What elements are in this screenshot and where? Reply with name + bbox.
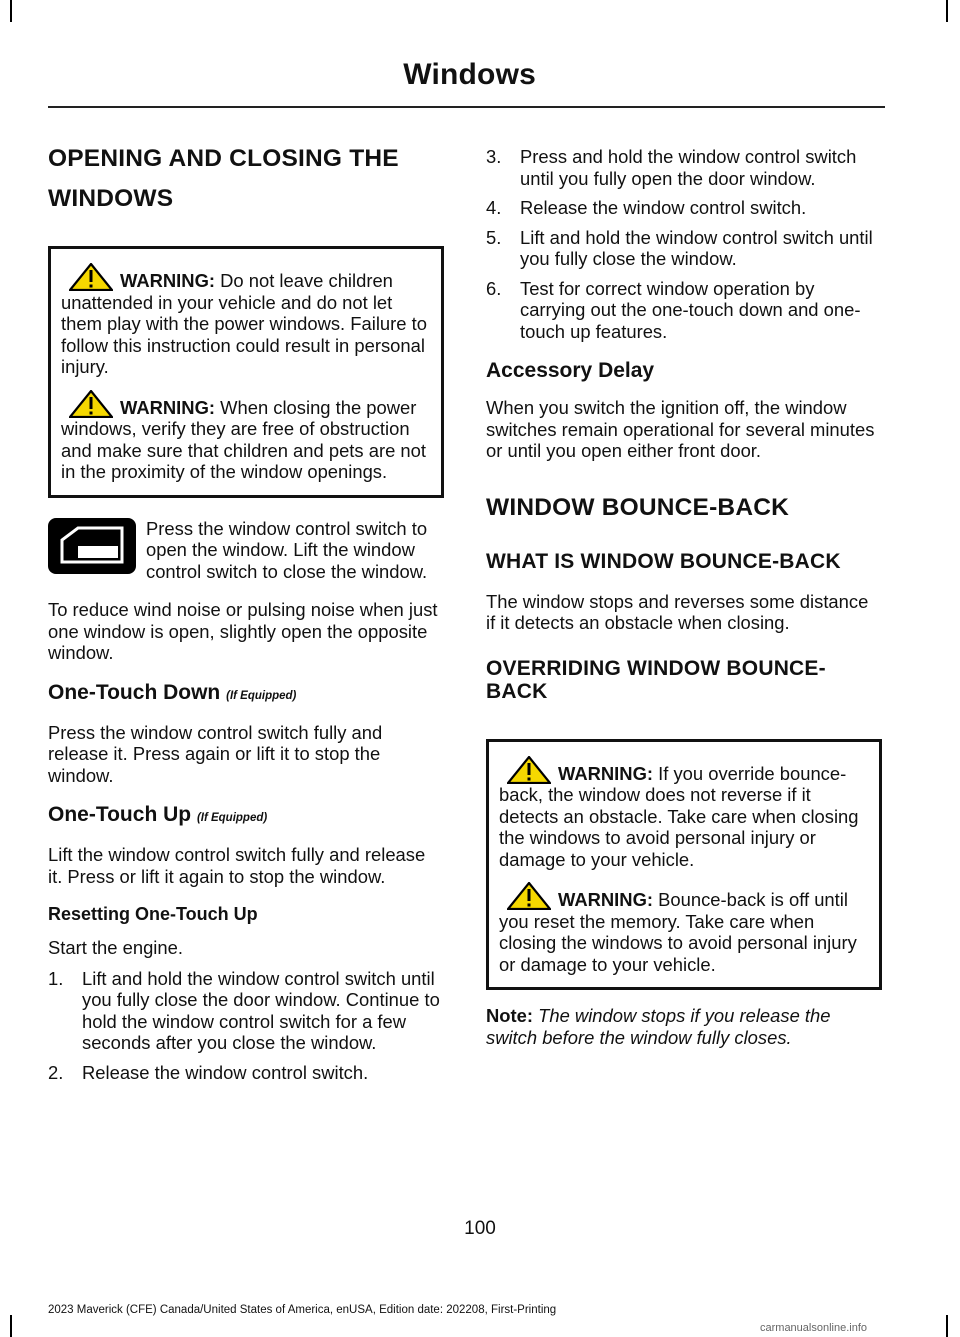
section-title-line-1: OPENING AND CLOSING THE	[48, 145, 399, 172]
step-number: 2.	[48, 1061, 64, 1083]
note-label: Note:	[486, 1005, 533, 1026]
list-item	[48, 1062, 444, 1084]
crop-mark	[946, 0, 948, 22]
one-touch-down-text: Press the window control switch fully and release it. Press again or lift it to stop the window.	[48, 721, 383, 786]
step-text: Release the window control switch.	[82, 1061, 369, 1083]
one-touch-down-label: One-Touch Down	[48, 680, 221, 704]
list-item	[486, 227, 882, 270]
warning-label: WARNING:	[558, 889, 654, 910]
step-text: Press and hold the window control switch until you fully open the door window.	[520, 146, 857, 189]
list-item	[486, 146, 882, 189]
list-item	[486, 197, 882, 219]
warning-1	[61, 263, 433, 378]
window-switch-icon	[48, 518, 136, 574]
list-item	[486, 278, 882, 343]
bounce-back-section-title: WINDOW BOUNCE-BACK	[486, 493, 790, 521]
accessory-delay-text: When you switch the ignition off, the window switches remain operational for several minutes or until you open either front door.	[486, 397, 875, 461]
page-header-title: Windows	[403, 58, 536, 91]
section-title-line-2: WINDOWS	[48, 185, 174, 212]
warning-2	[61, 390, 433, 483]
watermark: carmanualsonline.info	[760, 1322, 868, 1334]
step-number: 4.	[486, 197, 502, 218]
step-text: Test for correct window operation by carrying out the one-touch down and one-touch up features.	[520, 277, 861, 342]
reset-intro-text: Start the engine.	[48, 937, 183, 958]
step-text: Lift and hold the window control switch until you fully close the door window. Continue to hold the window control switch for a few seconds after you close the window.	[82, 967, 440, 1053]
step-text: Release the window control switch.	[520, 197, 807, 218]
reset-steps-left	[48, 968, 444, 1084]
warning-triangle-icon	[507, 756, 551, 784]
warning-4	[499, 882, 871, 975]
one-touch-up-text: Lift the window control switch fully and release it. Press or lift it again to stop the window.	[48, 844, 426, 887]
one-touch-up-label: One-Touch Up	[48, 803, 192, 826]
wind-noise-text: To reduce wind noise or pulsing noise when just one window is open, slightly open the opposite window.	[48, 599, 438, 663]
header-rule	[48, 106, 885, 108]
footer-text: 2023 Maverick (CFE) Canada/United States of America, enUSA, Edition date: 202208, First-Printing	[48, 1304, 557, 1316]
overriding-bounce-back-title: OVERRIDING WINDOW BOUNCE-BACK	[486, 656, 826, 703]
warning-label: WARNING:	[120, 270, 216, 291]
page-number: 100	[464, 1218, 496, 1239]
step-number: 1.	[48, 967, 64, 989]
warning-text: If you override bounce-back, the window does not reverse if it detects an obstacle. Take care when closing the windows to avoid personal injury or damage to your vehicle.	[499, 762, 859, 870]
warning-text: Bounce-back is off until you reset the memory. Take care when closing the windows to avoid personal injury or damage to your vehicle.	[499, 889, 857, 975]
one-touch-up-title	[48, 802, 444, 831]
section-title	[48, 142, 444, 215]
warning-text: Do not leave children unattended in your vehicle and do not let them play with the power windows. Failure to follow this instruction could result in personal injury.	[61, 270, 427, 377]
accessory-delay-title: Accessory Delay	[486, 359, 655, 382]
warning-triangle-icon	[507, 882, 551, 910]
step-text: Lift and hold the window control switch until you fully close the window.	[520, 226, 873, 269]
note	[486, 1005, 882, 1048]
warning-triangle-icon	[69, 390, 113, 418]
resetting-title: Resetting One-Touch Up	[48, 904, 258, 924]
warning-3	[499, 756, 871, 871]
if-equipped-tag: (If Equipped)	[196, 812, 268, 824]
crop-mark	[946, 1315, 948, 1337]
crop-mark	[10, 0, 12, 22]
window-control-text: Press the window control switch to open the window. Lift the window control switch to close the window.	[146, 517, 428, 582]
warning-box	[48, 246, 444, 498]
step-number: 3.	[486, 146, 502, 167]
left-column	[48, 142, 444, 1083]
right-column	[486, 146, 882, 1048]
warning-triangle-icon	[69, 263, 113, 291]
what-is-bounce-back-title: WHAT IS WINDOW BOUNCE-BACK	[486, 549, 841, 573]
step-number: 6.	[486, 277, 502, 299]
warning-label: WARNING:	[120, 396, 216, 418]
one-touch-down-title	[48, 680, 444, 709]
step-number: 5.	[486, 226, 502, 248]
list-item	[48, 968, 444, 1054]
note-text: The window stops if you release the switch before the window fully closes.	[486, 1005, 831, 1048]
warning-text: When closing the power windows, verify they are free of obstruction and make sure that children and pets are not in the proximity of the window openings.	[61, 396, 426, 482]
crop-mark	[10, 1315, 12, 1337]
reset-steps-right	[486, 146, 882, 342]
icon-paragraph	[48, 518, 444, 583]
if-equipped-tag: (If Equipped)	[226, 689, 297, 702]
what-is-bounce-back-text: The window stops and reverses some distance if it detects an obstacle when closing.	[486, 590, 869, 633]
warning-label: WARNING:	[558, 762, 654, 784]
warning-box	[486, 739, 882, 991]
